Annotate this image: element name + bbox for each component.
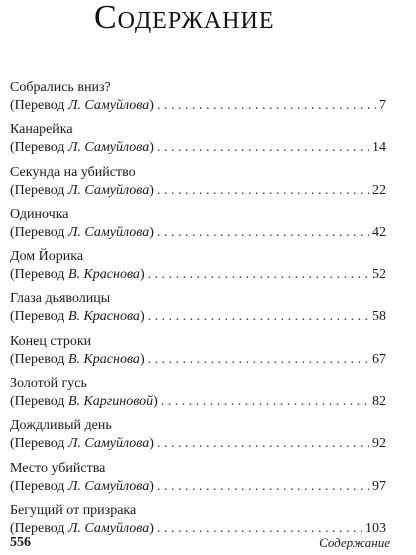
translator-suffix: )	[139, 267, 145, 283]
dot-leader	[148, 308, 369, 326]
story-title: Собрались вниз?	[10, 80, 111, 95]
translator-prefix: (Перевод	[10, 98, 68, 113]
translator-name: Л. Самуйлова	[67, 98, 150, 113]
translator-name: Л. Самуйлова	[67, 520, 150, 536]
entry-line	[10, 139, 386, 157]
translator-credit	[10, 182, 154, 200]
dot-leader	[157, 435, 369, 453]
running-head: Содержание	[319, 535, 390, 550]
entry-line	[10, 97, 386, 115]
entry-page-number: 92	[372, 436, 386, 452]
translator-prefix: (Перевод	[10, 351, 68, 367]
toc-entry	[10, 417, 386, 455]
story-title: Дождливый день	[10, 418, 112, 434]
translator-credit	[10, 393, 158, 411]
translator-credit	[10, 224, 154, 242]
translator-suffix: )	[153, 394, 158, 410]
translator-prefix: (Перевод	[10, 267, 68, 283]
entry-page-number: 82	[372, 394, 386, 410]
translator-suffix: )	[149, 436, 154, 452]
entry-page-number: 97	[372, 478, 386, 494]
translator-name: Л. Самуйлова	[67, 436, 150, 452]
dot-leader	[157, 97, 376, 115]
translator-credit	[10, 139, 154, 157]
story-title: Одиночка	[10, 206, 69, 222]
entry-line	[10, 478, 386, 496]
translator-credit	[10, 435, 154, 453]
translator-prefix: (Перевод	[10, 478, 68, 494]
dot-leader	[157, 478, 369, 496]
toc-entry	[10, 333, 386, 371]
toc-entry	[10, 121, 386, 159]
toc-entry	[10, 248, 386, 286]
translator-suffix: )	[139, 309, 145, 325]
translator-name: В. Каргиновой	[67, 394, 154, 410]
entry-line	[10, 182, 386, 200]
translator-prefix: (Перевод	[10, 309, 68, 325]
toc-entry	[10, 460, 386, 498]
translator-suffix: )	[149, 140, 154, 156]
toc-entry	[10, 79, 386, 117]
translator-credit	[10, 478, 154, 496]
table-of-contents	[10, 79, 386, 544]
entry-line	[10, 435, 386, 453]
translator-suffix: )	[139, 351, 145, 367]
page-number: 556	[10, 535, 31, 550]
translator-suffix: )	[149, 478, 154, 494]
entry-page-number: 52	[372, 267, 386, 283]
translator-suffix: )	[149, 520, 154, 536]
entry-line	[10, 393, 386, 411]
translator-credit	[10, 351, 145, 369]
translator-prefix: (Перевод	[10, 436, 68, 452]
entry-page-number: 58	[372, 309, 386, 325]
entry-page-number: 103	[365, 520, 386, 536]
story-title: Глаза дьяволицы	[10, 291, 111, 307]
translator-name: В. Краснова	[67, 267, 140, 283]
page-title: Содержание	[94, 0, 275, 36]
entry-page-number: 7	[379, 98, 386, 113]
entry-page-number: 42	[372, 224, 386, 240]
entry-page-number: 14	[372, 140, 386, 156]
translator-prefix: (Перевод	[10, 182, 68, 198]
translator-prefix: (Перевод	[10, 140, 68, 156]
toc-entry	[10, 375, 386, 413]
translator-credit	[10, 97, 154, 115]
entry-line	[10, 266, 386, 284]
dot-leader	[148, 266, 369, 284]
toc-entry	[10, 164, 386, 202]
entry-line	[10, 351, 386, 369]
story-title: Секунда на убийство	[10, 164, 136, 180]
translator-prefix: (Перевод	[10, 394, 68, 410]
story-title: Место убийства	[10, 460, 106, 476]
entry-page-number: 22	[372, 182, 386, 198]
translator-suffix: )	[149, 98, 154, 113]
dot-leader	[157, 224, 369, 242]
translator-name: Л. Самуйлова	[67, 478, 150, 494]
toc-entry	[10, 206, 386, 244]
page-footer	[10, 534, 390, 552]
dot-leader	[148, 351, 369, 369]
dot-leader	[161, 393, 369, 411]
translator-credit	[10, 266, 145, 284]
dot-leader	[157, 139, 369, 157]
translator-prefix: (Перевод	[10, 520, 68, 536]
translator-suffix: )	[149, 224, 154, 240]
toc-entry	[10, 290, 386, 328]
story-title: Золотой гусь	[10, 376, 87, 392]
story-title: Канарейка	[10, 122, 73, 138]
story-title: Конец строки	[10, 333, 92, 349]
translator-suffix: )	[149, 182, 154, 198]
story-title: Бегущий от призрака	[10, 502, 137, 518]
translator-name: В. Краснова	[67, 309, 140, 325]
translator-name: Л. Самуйлова	[67, 140, 150, 156]
translator-name: Л. Самуйлова	[67, 224, 150, 240]
translator-name: Л. Самуйлова	[67, 182, 150, 198]
entry-line	[10, 308, 386, 326]
translator-credit	[10, 308, 145, 326]
translator-name: В. Краснова	[67, 351, 140, 367]
entry-page-number: 67	[372, 351, 386, 367]
entry-line	[10, 224, 386, 242]
dot-leader	[157, 182, 369, 200]
translator-prefix: (Перевод	[10, 224, 68, 240]
story-title: Дом Йорика	[10, 249, 84, 265]
